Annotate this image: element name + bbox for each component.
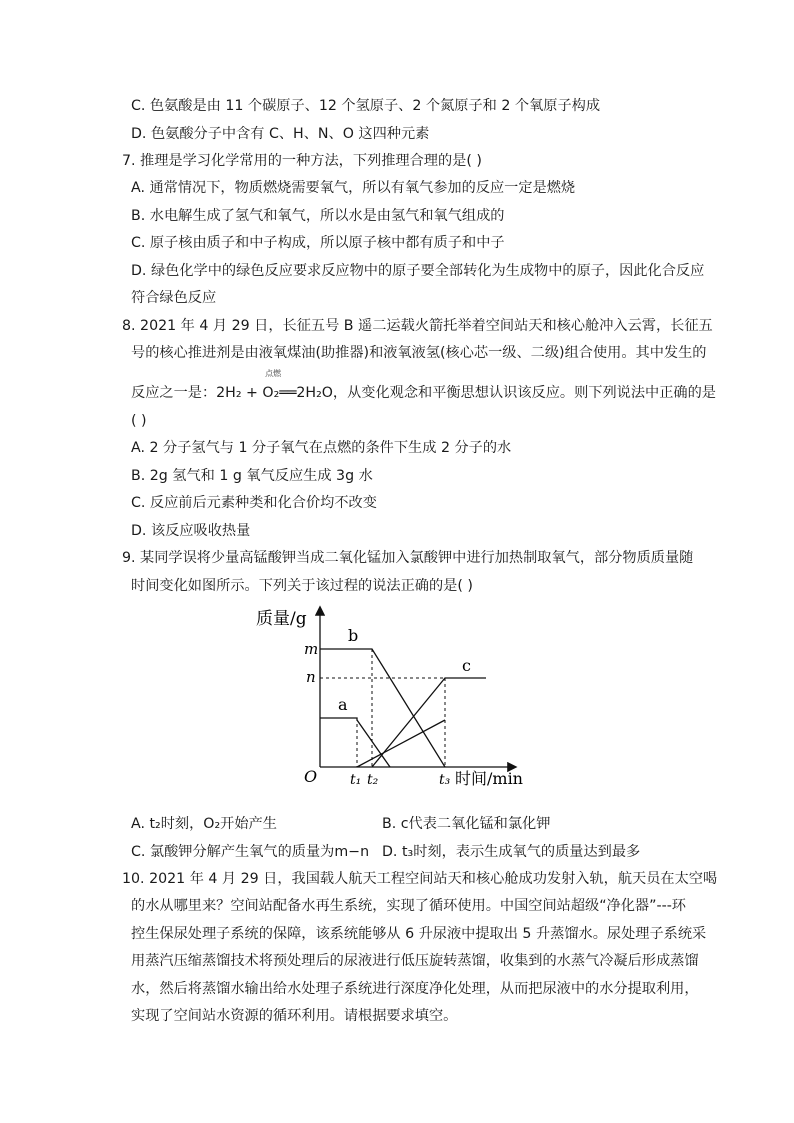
- q7-option-d: D. 绿色化学中的绿色反应要求反应物中的原子要全部转化为生成物中的原子，因此化合反应: [131, 263, 705, 279]
- series-label-b: b: [348, 626, 359, 645]
- question-9-line2: 时间变化如图所示。下列关于该过程的说法正确的是( ): [131, 578, 473, 594]
- reaction-condition: 点燃: [265, 369, 282, 378]
- question-10-line2: 的水从哪里来？空间站配备水再生系统，实现了循环使用。中国空间站超级“净化器”---环: [131, 898, 686, 914]
- series-c-line: [372, 678, 486, 767]
- x-axis-label: 时间/min: [455, 769, 523, 788]
- question-10-line4: 用蒸汽压缩蒸馏技术将预处理后的尿液进行低压旋转蒸馏，收集到的水蒸气冷凝后形成蒸馏: [131, 953, 699, 969]
- option-7-prev-d: D. 色氨酸分子中含有 C、H、N、O 这四种元素: [131, 126, 430, 142]
- y-tick-m: m: [304, 640, 319, 658]
- question-10-line5: 水，然后将蒸馏水输出给水处理子系统进行深度净化处理，从而把尿液中的水分提取利用，: [131, 981, 699, 997]
- y-tick-n: n: [306, 668, 316, 686]
- question-10-stem: 10. 2021 年 4 月 29 日，我国载人航天工程空间站天和核心舱成功发射入轨，航天员在太空喝: [122, 871, 718, 887]
- reaction-intro: 反应之一是：: [131, 385, 217, 401]
- q7-option-a: A. 通常情况下，物质燃烧需要氧气，所以有氧气参加的反应一定是燃烧: [131, 180, 576, 196]
- question-8-stem: 8. 2021 年 4 月 29 日，长征五号 B 遥二运载火箭托举着空间站天和核心舱冲入云霄，长征五: [122, 318, 713, 334]
- series-label-a: a: [338, 695, 348, 714]
- mass-time-chart: [250, 600, 540, 795]
- x-tick-t1: t₁: [350, 772, 362, 788]
- q9-option-a: A. t₂时刻，O₂开始产生: [131, 816, 277, 832]
- option-7-prev-c: C. 色氨酸是由 11 个碳原子、12 个氢原子、2 个氮原子和 2 个氧原子构成: [131, 98, 601, 114]
- question-10-line6: 实现了空间站水资源的循环利用。请根据要求填空。: [131, 1008, 458, 1024]
- q7-option-d-cont: 符合绿色反应: [131, 290, 217, 306]
- series-label-c: c: [462, 656, 471, 675]
- q8-option-c: C. 反应前后元素种类和化合价均不改变: [131, 495, 377, 511]
- question-8-line3: [131, 369, 716, 403]
- question-8-line2: 号的核心推进剂是由液氧煤油(助推器)和液氧液氢(核心芯一级、二级)组合使用。其中发生的: [131, 345, 707, 361]
- question-8-paren: ( ): [131, 413, 147, 429]
- q9-option-d: D. t₃时刻，表示生成氧气的质量达到最多: [382, 844, 641, 860]
- question-10-line3: 控生保尿处理子系统的保障，该系统能够从 6 升尿液中提取出 5 升蒸馏水。尿处理子系统采: [131, 926, 707, 942]
- y-axis-label: 质量/g: [256, 609, 307, 629]
- origin-label: O: [304, 767, 318, 786]
- q7-option-c: C. 原子核由质子和中子构成，所以原子核中都有质子和中子: [131, 235, 505, 251]
- series-unlabeled-line: [357, 720, 445, 767]
- q8-option-d: D. 该反应吸收热量: [131, 523, 251, 539]
- equation-text: 2H₂ + O₂══2H₂O: [216, 385, 333, 401]
- q8-option-b: B. 2g 氢气和 1 g 氧气反应生成 3g 水: [131, 468, 373, 484]
- question-7-stem: 7. 推理是学习化学常用的一种方法，下列推理合理的是( ): [122, 153, 482, 169]
- q9-option-c: C. 氯酸钾分解产生氧气的质量为m−n: [131, 844, 370, 860]
- q7-option-b: B. 水电解生成了氢气和氧气，所以水是由氢气和氧气组成的: [131, 208, 505, 224]
- reaction-tail: ，从变化观念和平衡思想认识该反应。则下列说法中正确的是: [332, 385, 716, 401]
- x-tick-t3: t₃: [439, 772, 451, 788]
- q9-option-b: B. c代表二氧化锰和氯化钾: [382, 816, 551, 832]
- x-tick-t2: t₂: [367, 772, 379, 788]
- reaction-equation: [216, 369, 333, 403]
- q8-option-a: A. 2 分子氢气与 1 分子氧气在点燃的条件下生成 2 分子的水: [131, 440, 512, 456]
- question-9-stem: 9. 某同学误将少量高锰酸钾当成二氧化锰加入氯酸钾中进行加热制取氧气，部分物质质量随: [122, 550, 694, 566]
- series-a-line: [320, 718, 390, 767]
